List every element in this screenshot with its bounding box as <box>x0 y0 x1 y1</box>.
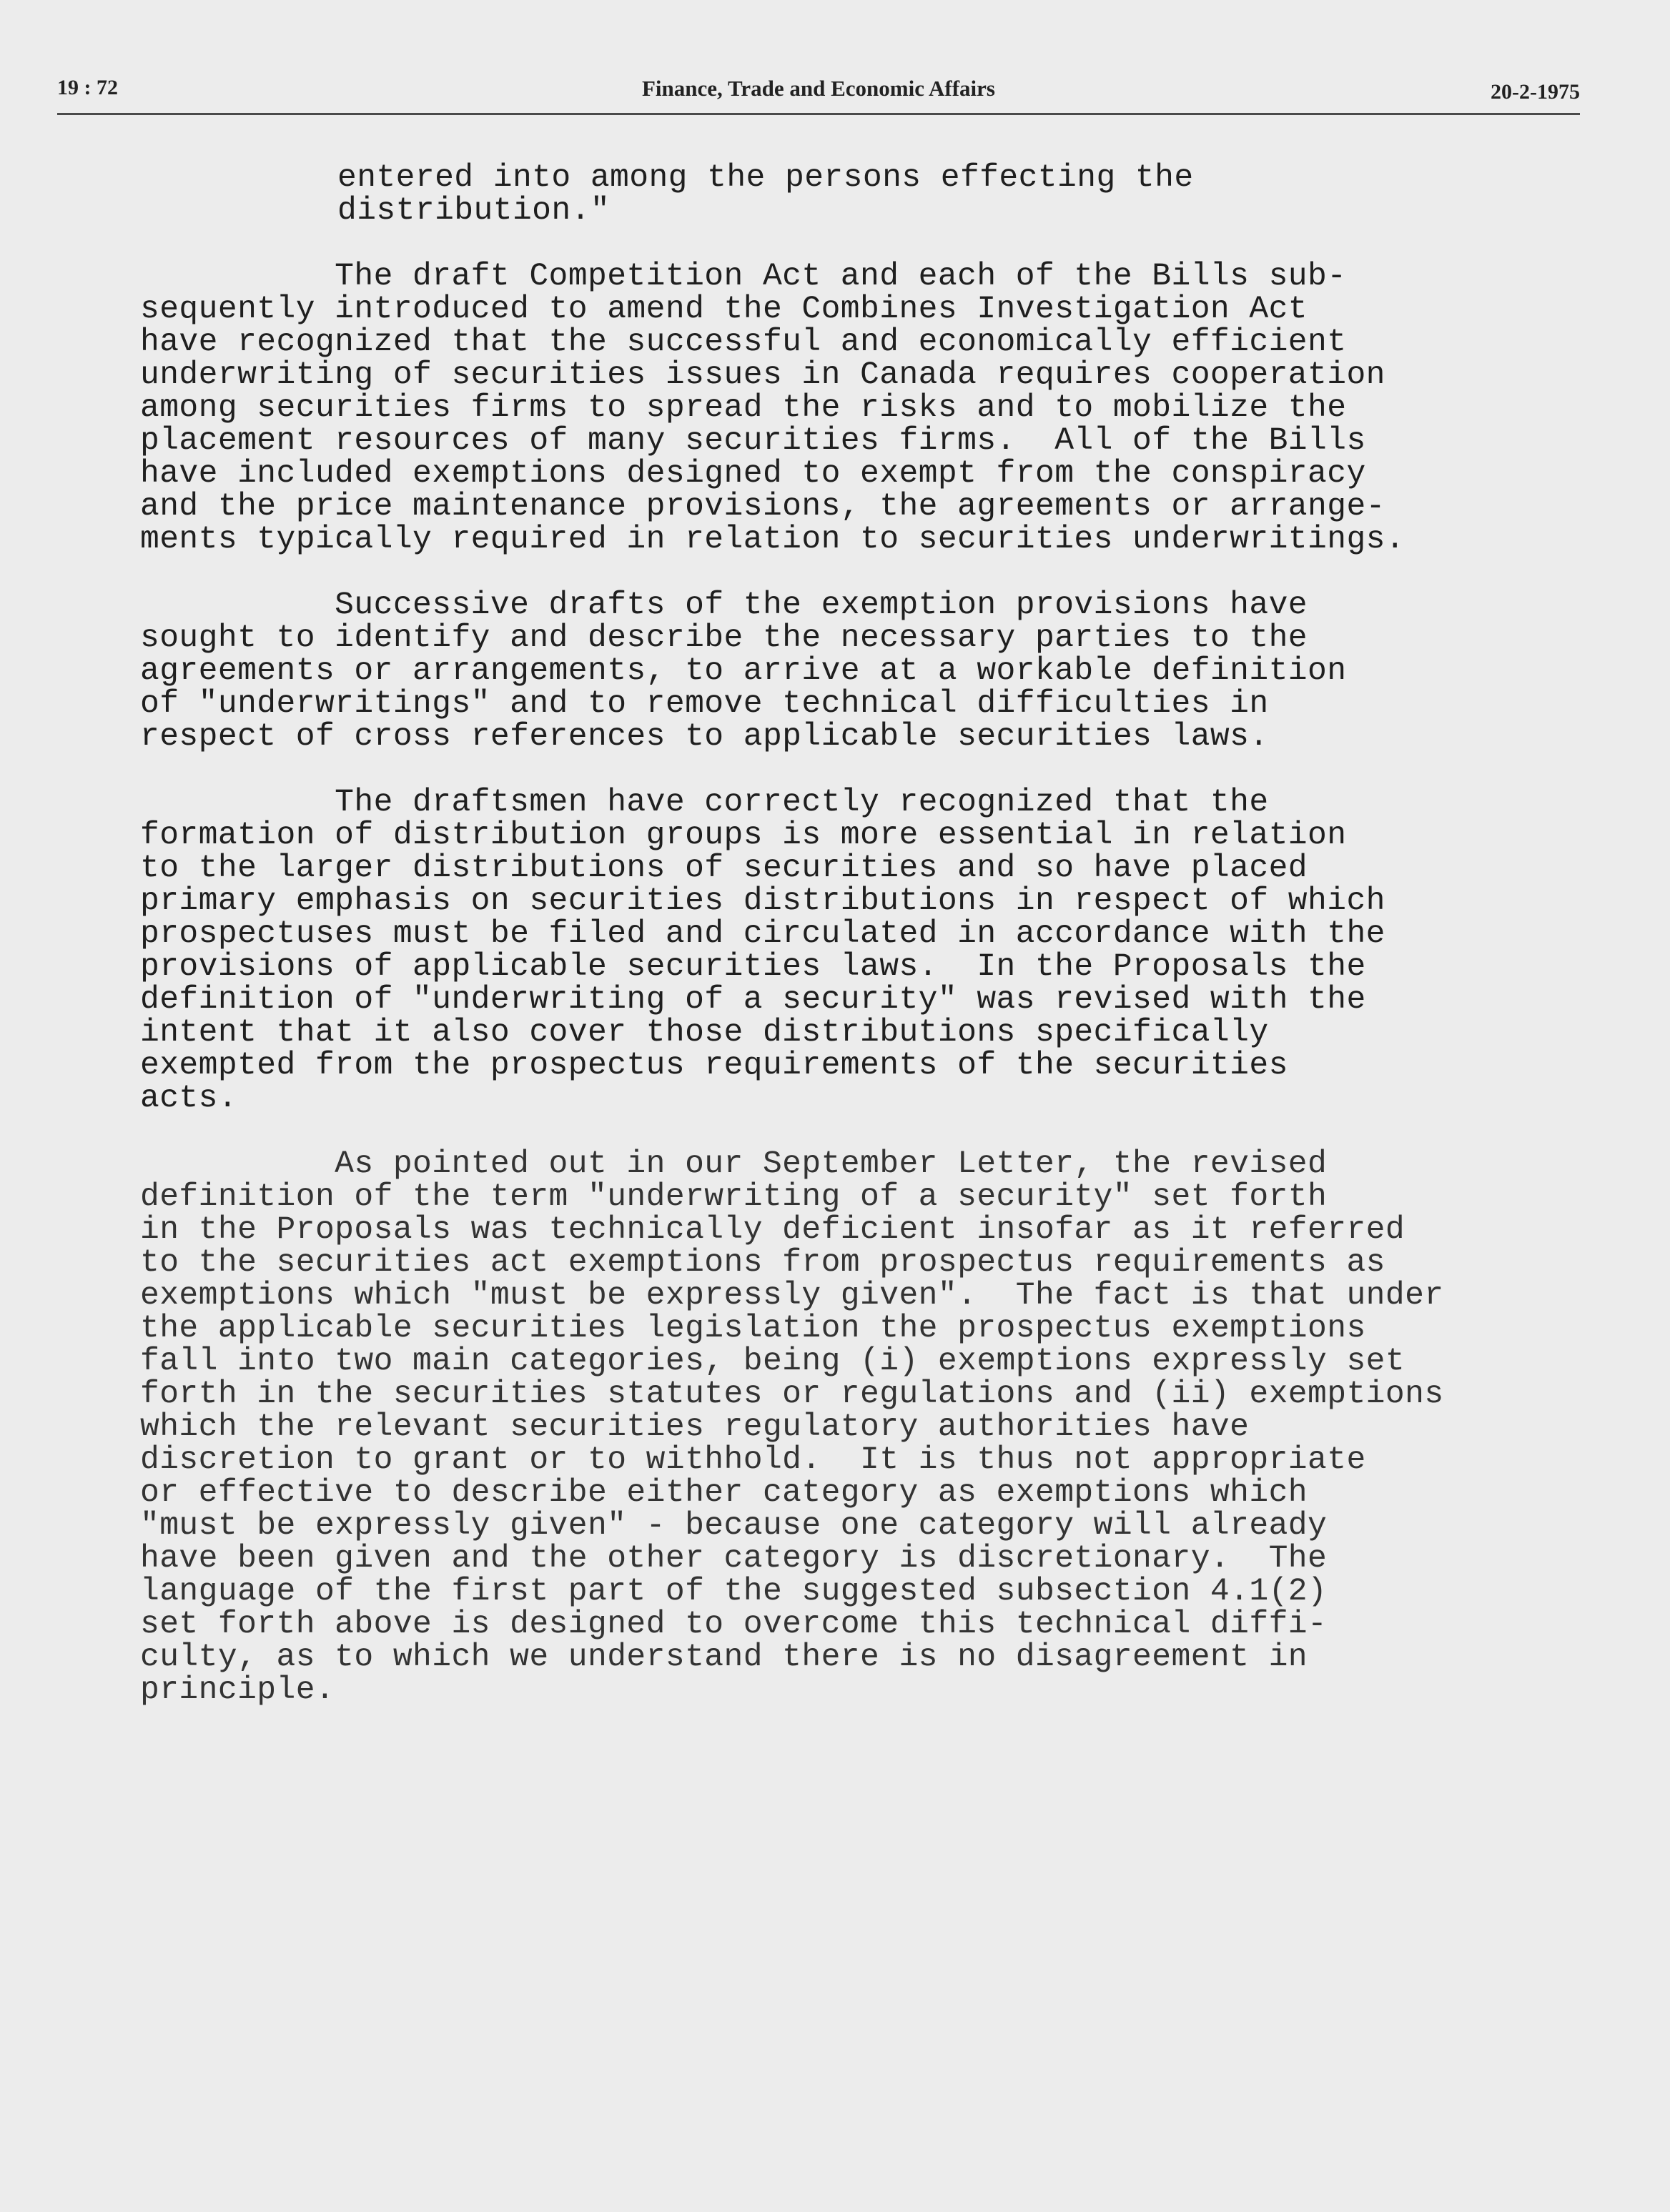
paragraph-quote-continuation: entered into among the persons effecting the distribution." <box>337 160 1194 229</box>
page-header <box>57 70 1580 115</box>
paragraph-successive-drafts: Successive drafts of the exemption provisions have sought to identify and describe the necessary parties to the agreements or arrangements, to arrive at a workable definition of "underwritings" and to remove technical difficulties in respect of cross references to applicable securities laws. <box>140 587 1347 755</box>
page-number: 19 : 72 <box>57 76 118 99</box>
paragraph-draftsmen: The draftsmen have correctly recognized that the formation of distribution groups is more essential in relation to the larger distributions of securities and so have placed primary emphasis on securities distributions in respect of which prospectuses must be filed and circulated in accordance with the provisions of applicable securities laws. In the Proposals the definition of "underwriting of a security" was revised with the intent that it also cover those distributions specifically exempted from the prospectus requirements of the securities acts. <box>140 785 1385 1116</box>
paragraph-draft-competition-act: The draft Competition Act and each of the Bills sub- sequently introduced to amend the Combines Investigation Act have recognized that the successful and economically efficient underwriting of securities issues in Canada requires cooperation among securities firms to spread the risks and to mobilize the placement resources of many securities firms. All of the Bills have included exemptions designed to exempt from the conspiracy and the price maintenance provisions, the agreements or arrange- ments typically required in relation to securities underwritings. <box>140 259 1405 557</box>
running-title: Finance, Trade and Economic Affairs <box>642 76 995 101</box>
paragraph-september-letter: As pointed out in our September Letter, the revised definition of the term "underwriting of a security" set forth in the Proposals was technically deficient insofar as it referred to the securities act exemptions from prospectus requirements as exemptions which "must be expressly given". The fact is that under the applicable securities legislation the prospectus exemptions fall into two main categories, being (i) exemptions expressly set forth in the securities statutes or regulations and (ii) exemptions which the relevant securities regulatory authorities have discretion to grant or to withhold. It is thus not appropriate or effective to describe either category as exemptions which "must be expressly given" - because one category will already have been given and the other category is discretionary. The language of the first part of the suggested subsection 4.1(2) set forth above is designed to overcome this technical diffi- culty, as to which we understand there is no disagreement in principle. <box>140 1146 1444 1708</box>
body-text <box>140 162 1541 1740</box>
header-date: 20-2-1975 <box>1491 80 1580 104</box>
